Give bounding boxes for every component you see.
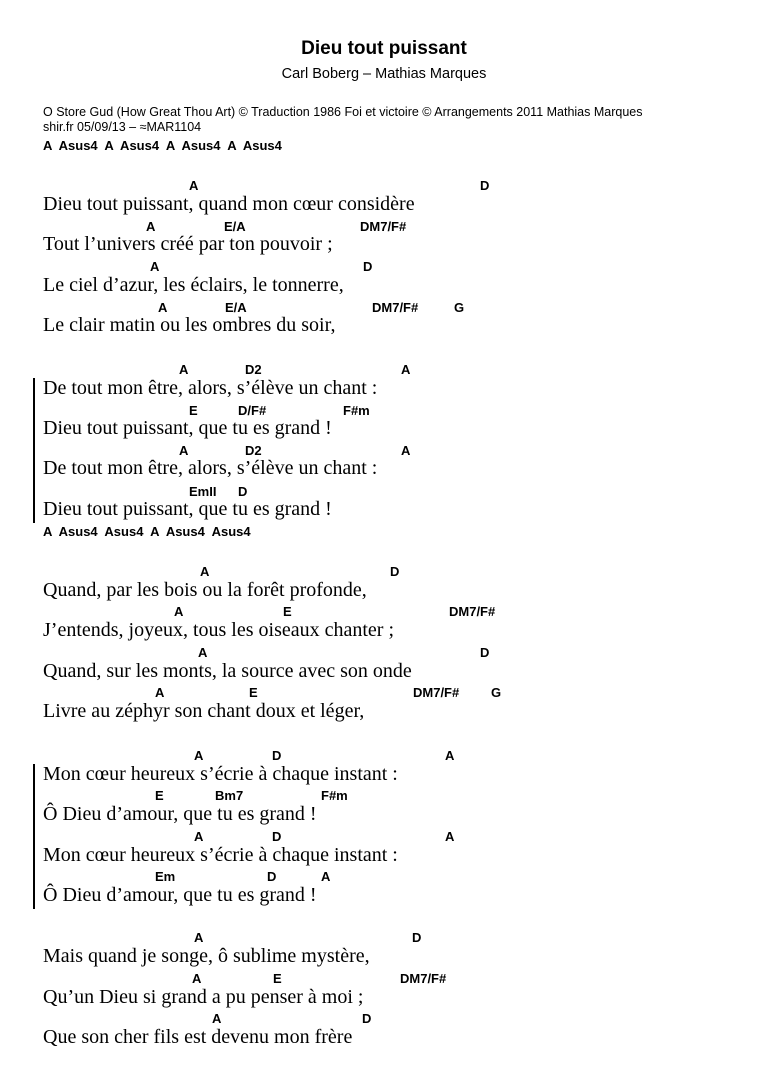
- chord: DM7/F#: [449, 604, 496, 619]
- chord: Bm7: [215, 788, 244, 803]
- lyric-line: Que son cher fils est devenu mon frère: [43, 1026, 353, 1048]
- chorus-bar: [33, 764, 35, 909]
- chord: A: [321, 869, 331, 884]
- lyric-line: Le ciel d’azur, les éclairs, le tonnerre,: [43, 274, 344, 296]
- chord: A: [198, 645, 208, 660]
- chord: A: [401, 362, 411, 377]
- chord: D: [272, 829, 282, 844]
- chord: E: [283, 604, 292, 619]
- lyric-line: Ô Dieu d’amour, que tu es grand !: [43, 884, 317, 906]
- chord: E/A: [224, 219, 246, 234]
- chord: D: [362, 1011, 372, 1026]
- source-line: shir.fr 05/09/13 – ≈MAR1104: [43, 120, 202, 134]
- interlude-chords: A Asus4 Asus4 A Asus4 Asus4: [43, 524, 251, 539]
- chord: F#m: [343, 403, 370, 418]
- lyric-line: Quand, sur les monts, la source avec son onde: [43, 660, 412, 682]
- chord: D/F#: [238, 403, 267, 418]
- chord: G: [491, 685, 502, 700]
- chord: A: [192, 971, 202, 986]
- chord: E: [273, 971, 282, 986]
- lyric-line: J’entends, joyeux, tous les oiseaux chanter ;: [43, 619, 395, 641]
- chord: E/A: [225, 300, 247, 315]
- chord: E: [155, 788, 164, 803]
- chord: A: [200, 564, 210, 579]
- copyright-line: O Store Gud (How Great Thou Art) © Traduction 1986 Foi et victoire © Arrangements 2011 Mathias Marques: [43, 105, 643, 119]
- chord: D: [238, 484, 248, 499]
- lyric-line: Dieu tout puissant, que tu es grand !: [43, 417, 332, 439]
- chord: A: [150, 259, 160, 274]
- chord: A: [445, 748, 455, 763]
- song-authors: Carl Boberg – Mathias Marques: [281, 66, 487, 82]
- lyric-line: Quand, par les bois ou la forêt profonde,: [43, 579, 367, 601]
- lyric-line: De tout mon être, alors, s’élève un chant :: [43, 457, 378, 479]
- chord: D2: [245, 443, 262, 458]
- chord: A: [401, 443, 411, 458]
- lyric-line: Mon cœur heureux s’écrie à chaque instant :: [43, 844, 398, 866]
- chord: A: [174, 604, 184, 619]
- chord: DM7/F#: [372, 300, 419, 315]
- chord: D2: [245, 362, 262, 377]
- chord: D: [363, 259, 373, 274]
- chord: E: [189, 403, 198, 418]
- chord: A: [179, 362, 189, 377]
- song-title: Dieu tout puissant: [301, 38, 467, 59]
- chord: D: [480, 178, 490, 193]
- chord: DM7/F#: [400, 971, 447, 986]
- lyric-line: Dieu tout puissant, quand mon cœur considère: [43, 193, 415, 215]
- lyric-line: Le clair matin ou les ombres du soir,: [43, 314, 336, 336]
- lyric-line: Mon cœur heureux s’écrie à chaque instant :: [43, 763, 398, 785]
- chord: A: [146, 219, 156, 234]
- chord: A: [158, 300, 168, 315]
- chord: DM7/F#: [360, 219, 407, 234]
- chord: D: [480, 645, 490, 660]
- lyric-line: Tout l’univers créé par ton pouvoir ;: [43, 233, 333, 255]
- chord: G: [454, 300, 465, 315]
- chord: Em: [155, 869, 176, 884]
- chord: EmII: [189, 484, 217, 499]
- chord: F#m: [321, 788, 348, 803]
- chorus-bar: [33, 378, 35, 523]
- chord: DM7/F#: [413, 685, 460, 700]
- chord: A: [212, 1011, 222, 1026]
- lyric-line: Ô Dieu d’amour, que tu es grand !: [43, 803, 317, 825]
- chord: A: [194, 829, 204, 844]
- chord: A: [189, 178, 199, 193]
- intro-chords: A Asus4 A Asus4 A Asus4 A Asus4: [43, 138, 282, 153]
- chord: A: [194, 930, 204, 945]
- chord: E: [249, 685, 258, 700]
- lyric-line: Mais quand je songe, ô sublime mystère,: [43, 945, 370, 967]
- chord: A: [194, 748, 204, 763]
- lyric-line: Qu’un Dieu si grand a pu penser à moi ;: [43, 986, 364, 1008]
- chord: A: [445, 829, 455, 844]
- chord: D: [390, 564, 400, 579]
- lyric-line: De tout mon être, alors, s’élève un chant :: [43, 377, 378, 399]
- chord: A: [179, 443, 189, 458]
- chord: D: [412, 930, 422, 945]
- chord: D: [267, 869, 277, 884]
- lyric-line: Dieu tout puissant, que tu es grand !: [43, 498, 332, 520]
- lyric-line: Livre au zéphyr son chant doux et léger,: [43, 700, 365, 722]
- chord: A: [155, 685, 165, 700]
- chord: D: [272, 748, 282, 763]
